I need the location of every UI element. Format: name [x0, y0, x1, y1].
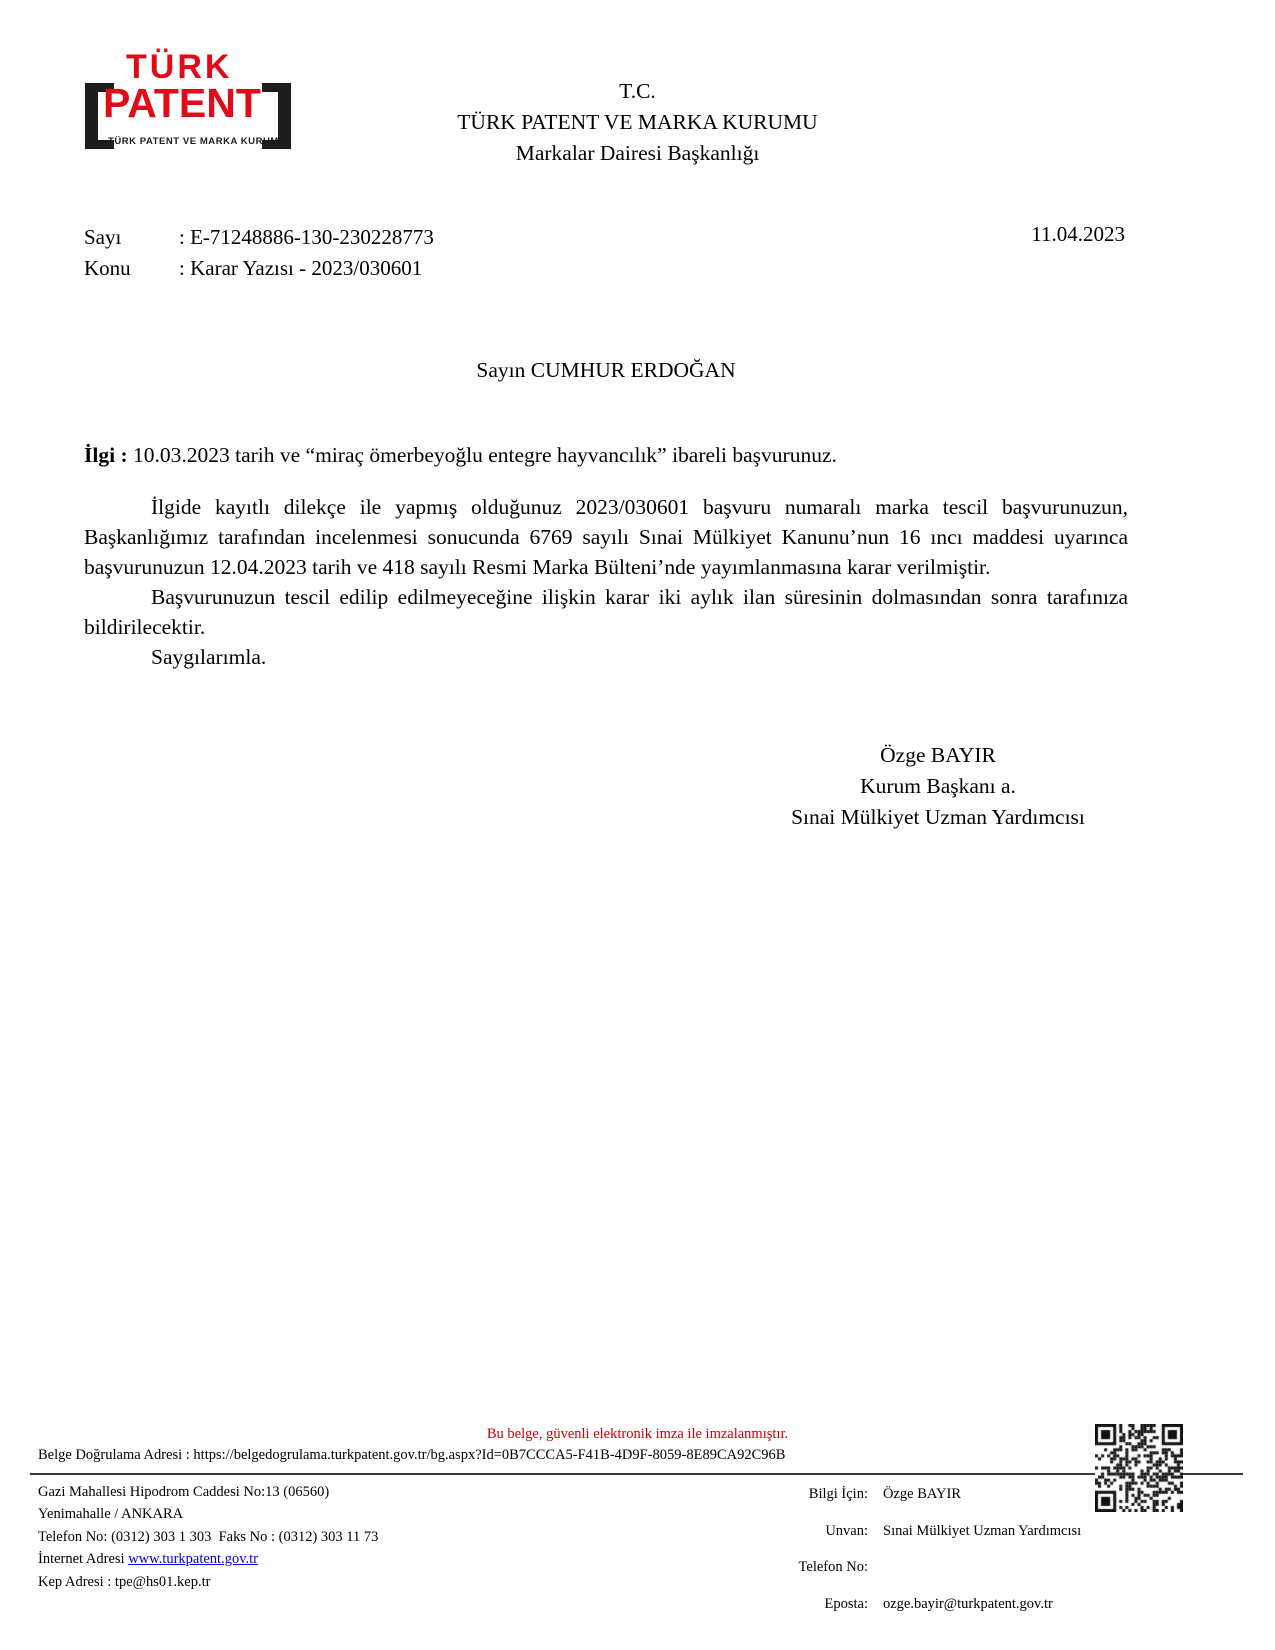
signer-subtitle: Sınai Mülkiyet Uzman Yardımcısı [791, 805, 1085, 829]
logo-word-patent: PATENT [103, 80, 261, 126]
document-meta [84, 222, 434, 284]
konu-value: : Karar Yazısı - 2023/030601 [179, 256, 423, 280]
sayi-label: Sayı [84, 225, 122, 249]
signature-block [698, 740, 1178, 833]
address-line-1: Gazi Mahallesi Hipodrom Caddesi No:13 (06560) [38, 1484, 330, 1500]
internet-label: İnternet Adresi [38, 1551, 129, 1568]
meta-sayi-row [84, 222, 434, 253]
logo-word-turk: TÜRK [126, 48, 233, 86]
meta-konu-row [84, 253, 434, 284]
document-date: 11.04.2023 [1031, 222, 1125, 246]
esign-notice: Bu belge, güvenli elektronik imza ile imzalanmıştır. [486, 1426, 789, 1442]
reference-label: İlgi : [84, 443, 128, 467]
reference-text: 10.03.2023 tarih ve “miraç ömerbeyoğlu entegre hayvancılık” ibareli başvurunuz. [127, 443, 837, 467]
contact-label: Unvan: [825, 1522, 868, 1539]
phone-fax-line: Telefon No: (0312) 303 1 303 Faks No : (0312) 303 11 73 [38, 1528, 379, 1545]
contact-value: Sınai Mülkiyet Uzman Yardımcısı [883, 1522, 1082, 1539]
letterhead-department: Markalar Dairesi Başkanlığı [515, 141, 760, 165]
contact-label: Bilgi İçin: [808, 1486, 868, 1502]
letterhead-institution: TÜRK PATENT VE MARKA KURUMU [457, 110, 818, 134]
address-line-2: Yenimahalle / ANKARA [38, 1506, 184, 1523]
footer-address-block [38, 1481, 378, 1593]
contact-label: Eposta: [824, 1595, 868, 1612]
verification-line: Belge Doğrulama Adresi : https://belgedogrulama.turkpatent.gov.tr/bg.aspx?Id=0B7CCCA5-F41B-4D9F-8059-8E89CA92C96B [38, 1447, 786, 1463]
recipient-line: Sayın CUMHUR ERDOĞAN [476, 358, 736, 382]
contact-value [883, 1556, 1081, 1578]
footer-divider [30, 1473, 1243, 1475]
signer-name: Özge BAYIR [880, 743, 996, 767]
konu-label: Konu [84, 256, 131, 280]
sayi-value: : E-71248886-130-230228773 [179, 225, 434, 249]
footer-contact-block [740, 1483, 1081, 1615]
kep-line: Kep Adresi : tpe@hs01.kep.tr [38, 1573, 211, 1590]
contact-label: Telefon No: [798, 1559, 868, 1575]
letter-body [84, 492, 1128, 672]
closing-line: Saygılarımla. [151, 645, 267, 669]
contact-value: ozge.bayir@turkpatent.gov.tr [883, 1595, 1053, 1612]
website-link[interactable]: www.turkpatent.gov.tr [128, 1551, 259, 1568]
contact-value: Özge BAYIR [883, 1486, 962, 1502]
letterhead [0, 76, 1275, 169]
body-paragraph-2: Başvurunuzun tescil edilip edilmeyeceğine ilişkin karar iki aylık ilan süresinin dolmasından sonra tarafınıza bildirilecektir. [84, 585, 1128, 639]
internet-line [38, 1548, 378, 1570]
body-paragraph-1: İlgide kayıtlı dilekçe ile yapmış olduğunuz 2023/030601 başvuru numaralı marka tescil başvurunuzun, Başkanlığımız tarafından incelenmesi sonucunda 6769 sayılı Sınai Mülkiyet Kanunu’nun 16 ıncı maddesi uyarınca başvurunuzun 12.04.2023 tarih ve 418 sayılı Resmi Marka Bülteni’nde yayımlanmasına karar verilmiştir. [84, 495, 1128, 579]
qr-code [1095, 1424, 1183, 1512]
reference-line [84, 443, 1128, 468]
logo-subtitle: TÜRK PATENT VE MARKA KURUMU [108, 136, 287, 147]
letterhead-tc: T.C. [619, 79, 656, 103]
signer-title: Kurum Başkanı a. [860, 774, 1016, 798]
